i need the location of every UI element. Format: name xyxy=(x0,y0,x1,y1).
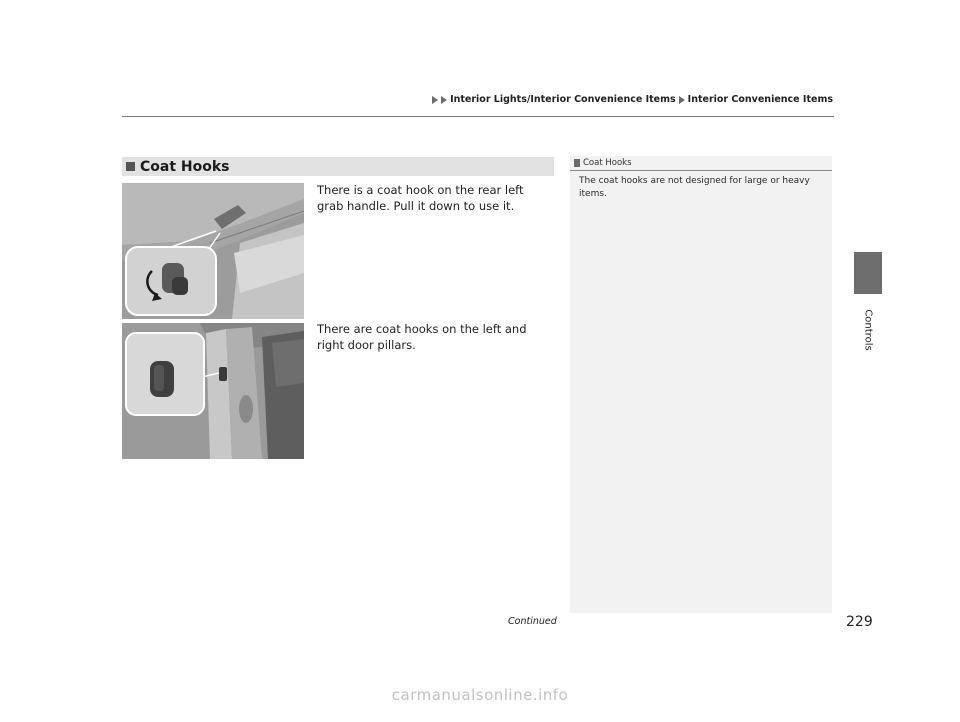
breadcrumb-arrow-icon xyxy=(432,96,438,104)
chapter-tab xyxy=(854,252,882,294)
section-header xyxy=(122,157,554,176)
note-title: Coat Hooks xyxy=(583,158,632,168)
watermark: carmanualsonline.info xyxy=(391,686,569,704)
door-pillar-hook-illustration xyxy=(122,323,304,459)
header-divider xyxy=(122,116,834,117)
chapter-label-text: Controls xyxy=(862,309,874,351)
paragraph-door-pillar-hooks: There are coat hooks on the left and right door pillars. xyxy=(317,322,527,352)
continued-label: Continued xyxy=(508,616,557,627)
breadcrumb xyxy=(432,94,833,105)
chapter-label xyxy=(850,300,886,360)
breadcrumb-level2: Interior Convenience Items xyxy=(687,94,833,105)
note-text: The coat hooks are not designed for large or heavy items. xyxy=(579,176,810,199)
note-header xyxy=(570,156,832,171)
section-title: Coat Hooks xyxy=(140,158,230,175)
breadcrumb-level1: Interior Lights/Interior Convenience Items xyxy=(450,94,676,105)
section-marker-icon xyxy=(126,162,135,171)
note-sidebar xyxy=(570,156,832,613)
breadcrumb-arrow-icon xyxy=(679,96,685,104)
reference-marker-icon xyxy=(574,159,580,167)
breadcrumb-arrow-icon xyxy=(441,96,447,104)
grab-handle-hook-illustration xyxy=(122,183,304,319)
page-number: 229 xyxy=(846,614,873,630)
paragraph-grab-handle-hook: There is a coat hook on the rear left grab handle. Pull it down to use it. xyxy=(317,183,524,213)
